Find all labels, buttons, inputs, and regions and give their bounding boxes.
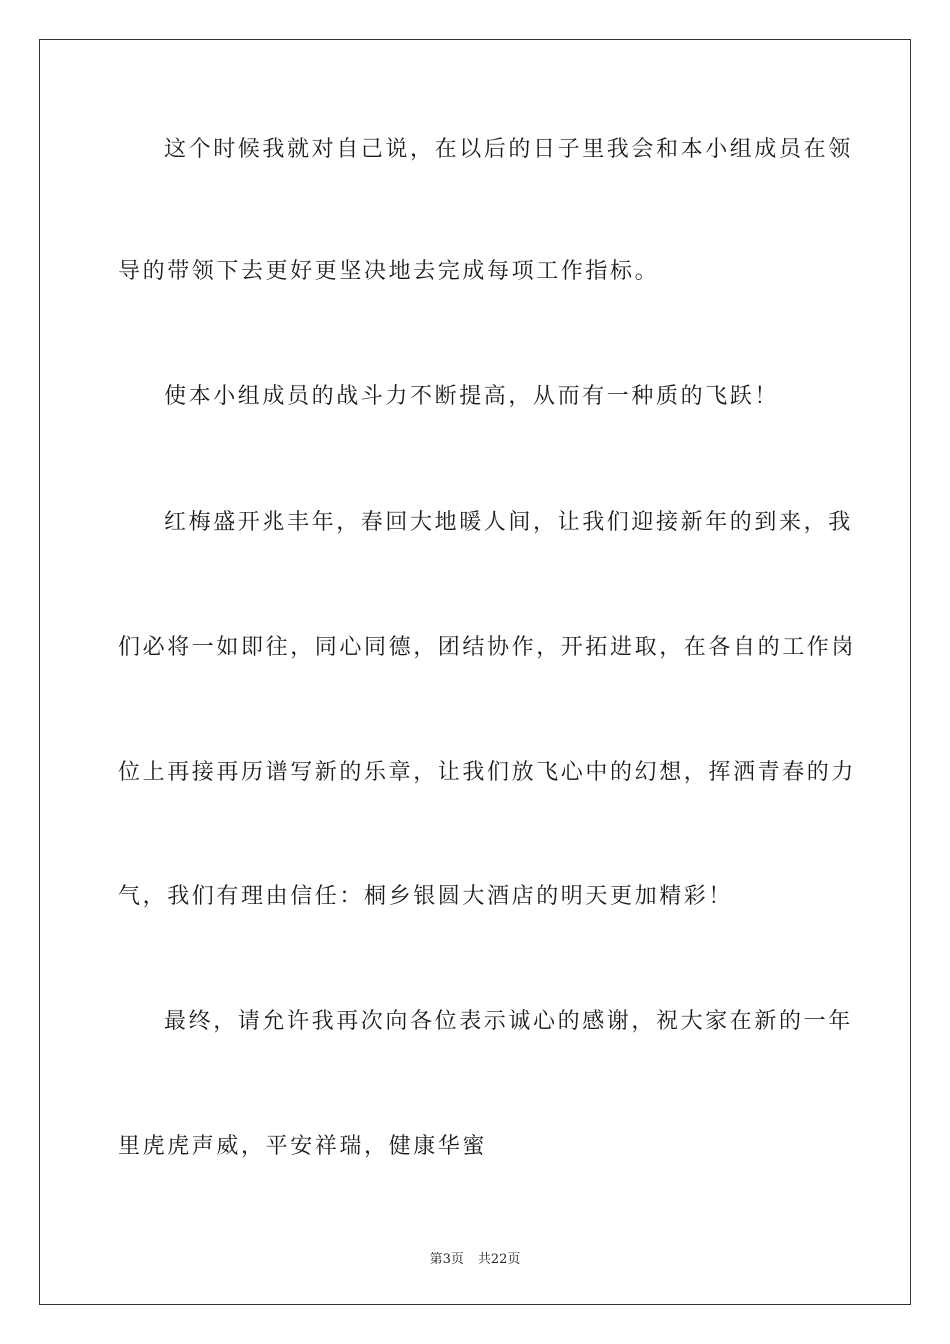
paragraph-4-line-1: 最终，请允许我再次向各位表示诚心的感谢，祝大家在新的一年 — [164, 1009, 853, 1034]
page-frame — [39, 39, 911, 1305]
paragraph-3-line-2: 们必将一如即往，同心同德，团结协作，开拓进取，在各自的工作岗 — [118, 635, 857, 660]
page-total: 共22页 — [477, 1252, 521, 1267]
paragraph-3-line-4: 气，我们有理由信任：桐乡银圆大酒店的明天更加精彩！ — [118, 884, 734, 909]
paragraph-1-line-2: 导的带领下去更好更坚决地去完成每项工作指标。 — [118, 259, 660, 284]
paragraph-2-line-1: 使本小组成员的战斗力不断提高，从而有一种质的飞跃！ — [164, 384, 780, 409]
page-footer — [0, 1248, 950, 1267]
page-number: 第3页 — [429, 1252, 464, 1267]
paragraph-4-line-2: 里虎虎声威，平安祥瑞，健康华蜜 — [118, 1134, 488, 1159]
paragraph-3-line-3: 位上再接再历谱写新的乐章，让我们放飞心中的幻想，挥洒青春的力 — [118, 760, 857, 785]
paragraph-1-line-1: 这个时候我就对自己说，在以后的日子里我会和本小组成员在领 — [164, 137, 853, 162]
paragraph-3-line-1: 红梅盛开兆丰年，春回大地暖人间，让我们迎接新年的到来，我 — [164, 510, 853, 535]
